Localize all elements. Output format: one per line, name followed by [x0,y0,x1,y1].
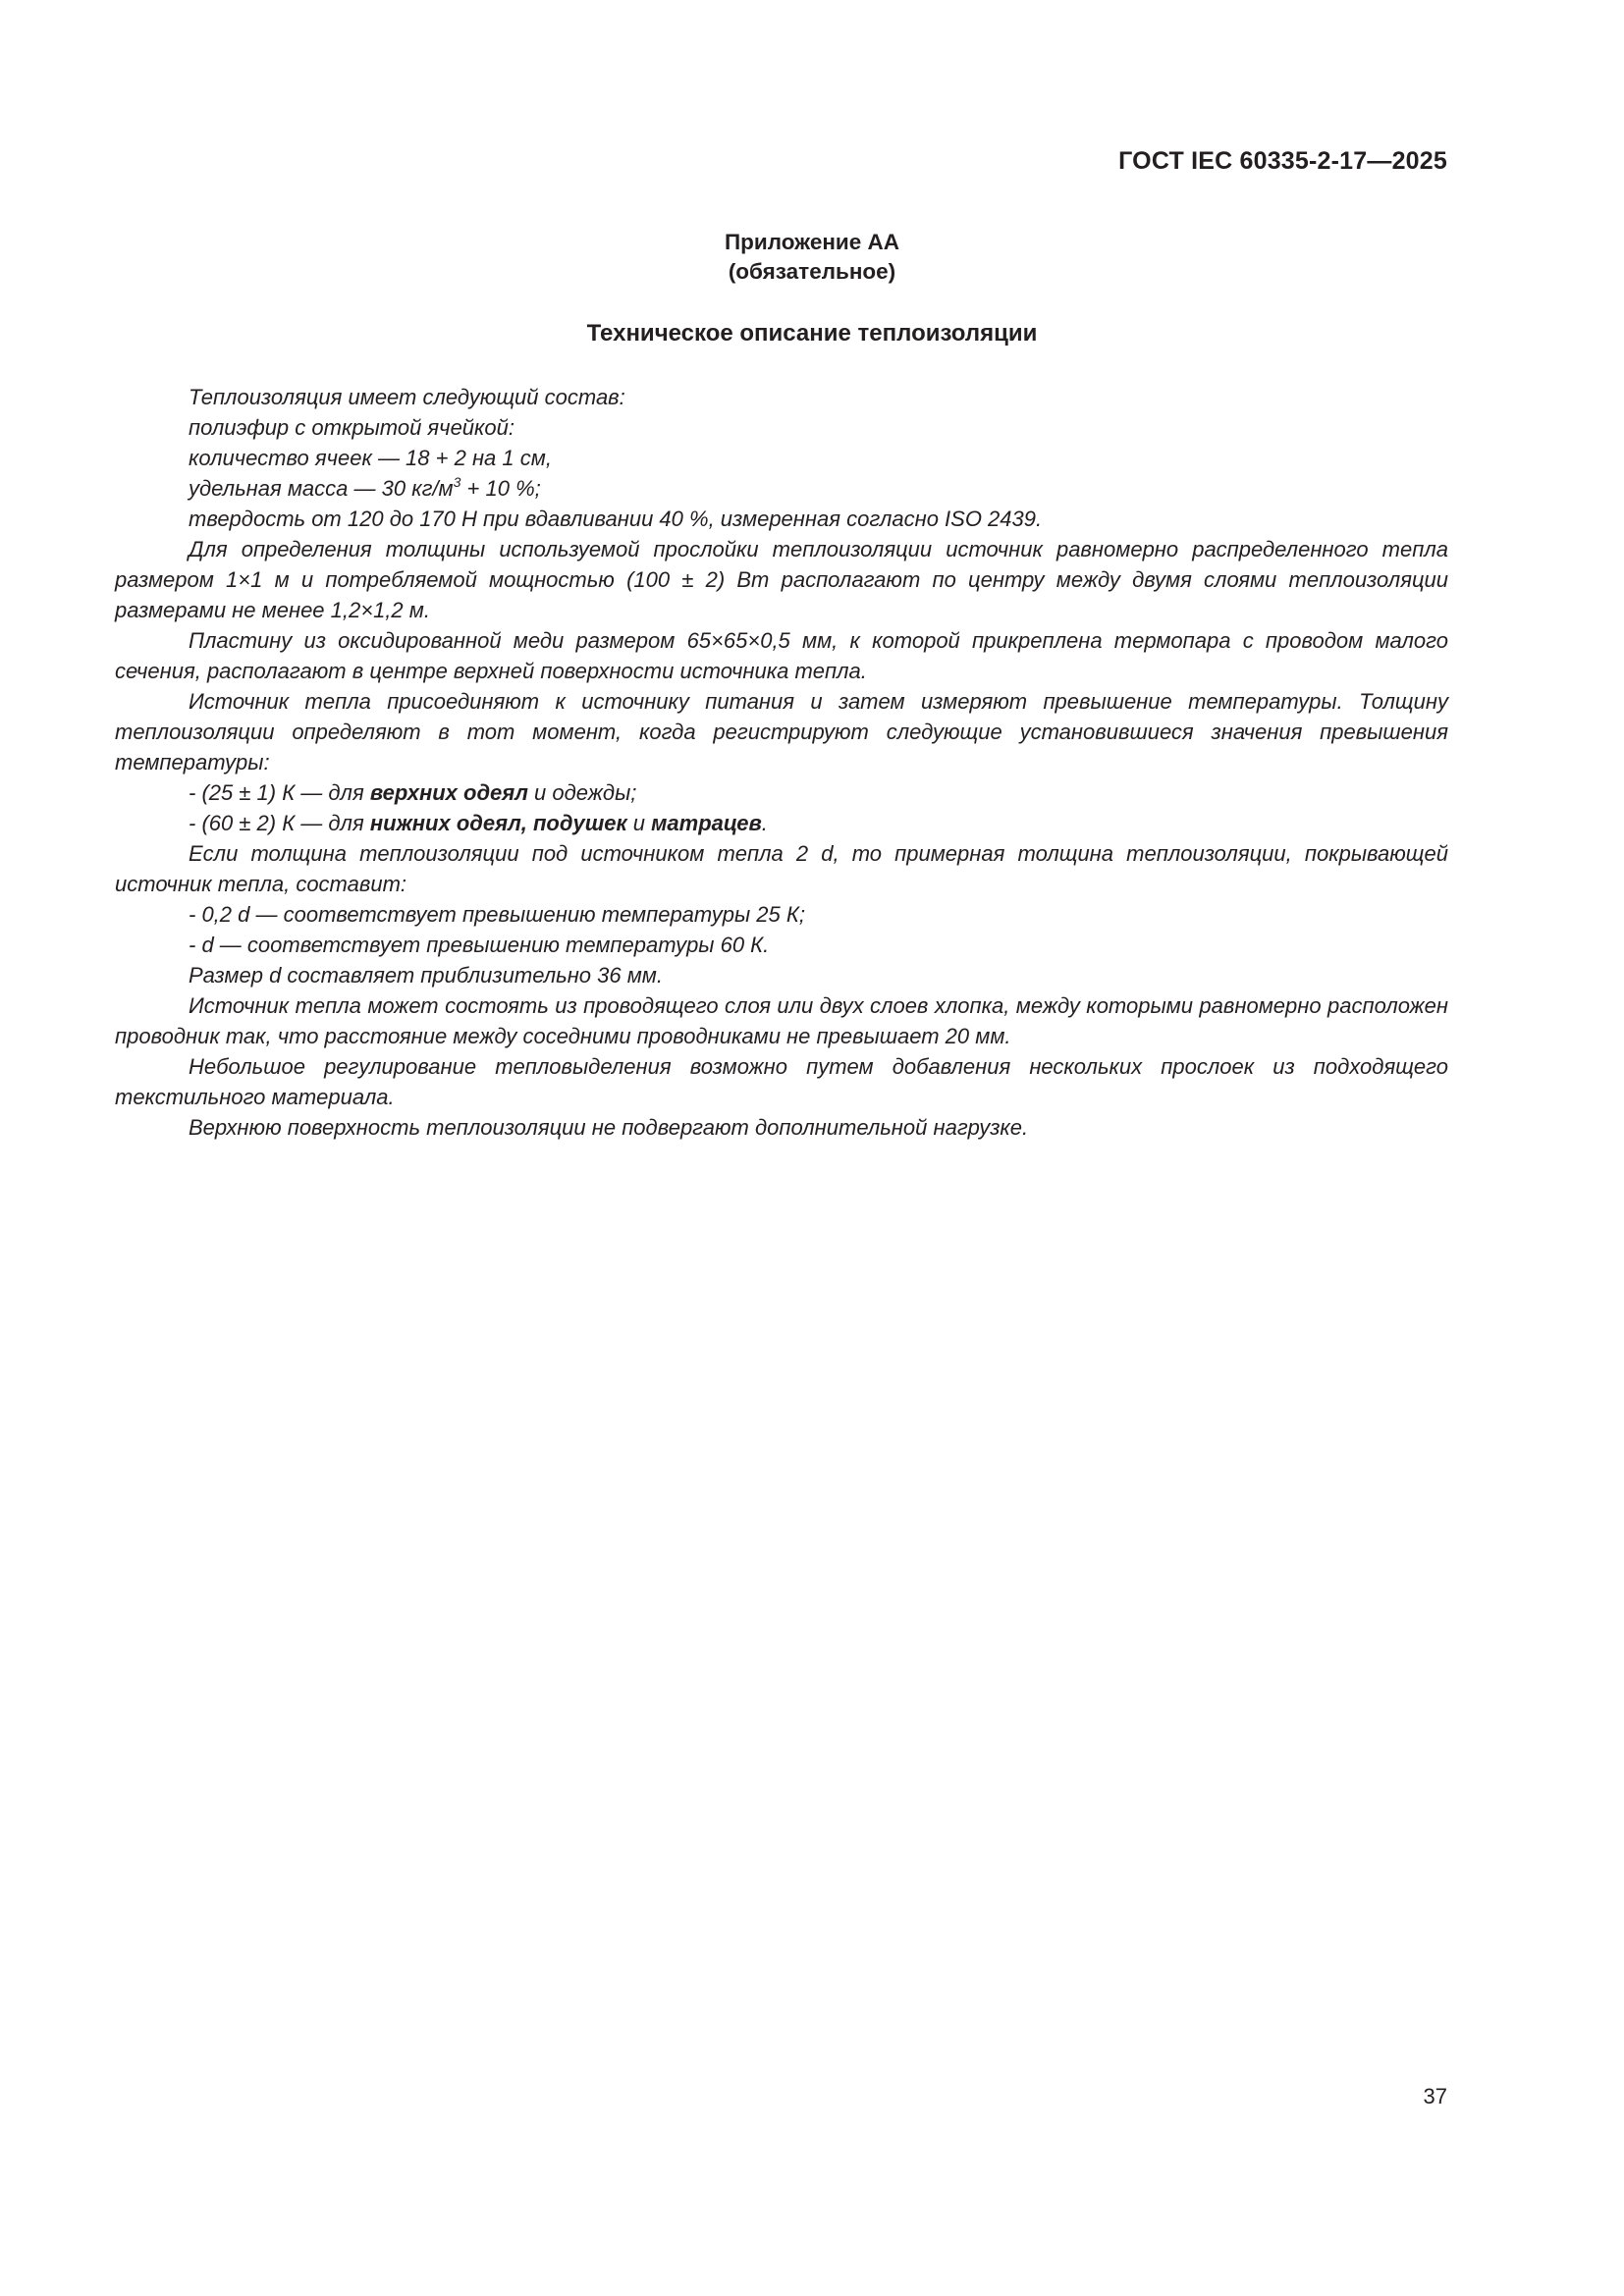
page-number: 37 [1423,2084,1447,2109]
list-item-text: и [626,811,652,835]
density-tolerance: + 10 %; [460,476,541,501]
list-item-text: - (60 ± 2) К — для [189,811,370,835]
list-item-text: . [761,811,768,835]
list-item-d-60: - d — соответствует превышению температуры 60 К. [189,933,770,957]
list-item-emphasis: матрацев [651,811,762,835]
paragraph-material: полиэфир с открытой ячейкой: [189,415,515,440]
paragraph-plate: Пластину из оксидированной меди размером 65×65×0,5 мм, к которой прикреплена термопара с проводом малого сечения, располагают в центре верхней поверхности источника тепла. [115,628,1448,683]
list-item-text: и одежды; [527,780,637,805]
paragraph-conductor: Источник тепла может состоять из проводящего слоя или двух слоев хлопка, между которыми равномерно расположен проводник так, что расстояние между соседними проводниками не превышает 20 мм. [115,993,1448,1048]
paragraph-if: Если толщина теплоизоляции под источником тепла 2 d, то примерная толщина теплоизоляции, покрывающей источник тепла, составит: [115,841,1448,896]
paragraph-hardness: твердость от 120 до 170 Н при вдавливании 40 %, измеренная согласно ISO 2439. [189,507,1043,531]
list-item-text: - (25 ± 1) К — для [189,780,370,805]
paragraph-regulation: Небольшое регулирование тепловыделения возможно путем добавления нескольких прослоек из подходящего текстильного материала. [115,1054,1448,1109]
annex-heading [0,228,1624,287]
annex-title: Приложение АА [724,230,900,254]
density-exponent: 3 [453,474,461,490]
section-title: Техническое описание теплоизоляции [586,320,1038,347]
paragraph-source: Источник тепла присоединяют к источнику питания и затем измеряют превышение температуры. Толщину теплоизоляции определяют в тот момент, когда регистрируют следующие установившиеся значения превышения температуры: [115,689,1448,774]
list-item-emphasis: нижних одеял, подушек [369,811,627,835]
paragraph-thickness: Для определения толщины используемой прослойки теплоизоляции источник равномерно распределенного тепла размером 1×1 м и потребляемой мощностью (100 ± 2) Вт располагают по центру между двумя слоями теплоизоляции размерами не менее 1,2×1,2 м. [115,537,1448,622]
paragraph-size: Размер d составляет приблизительно 36 мм. [189,963,664,988]
paragraph-surface: Верхнюю поверхность теплоизоляции не подвергают дополнительной нагрузке. [189,1115,1029,1140]
paragraph-density [115,473,1448,504]
list-item-temp-25 [115,777,1448,808]
list-item-emphasis: верхних одеял [369,780,528,805]
paragraph-cell-count: количество ячеек — 18 + 2 на 1 см, [189,446,552,470]
list-item-d-25: - 0,2 d — соответствует превышению температуры 25 К; [189,902,805,927]
density-text: удельная масса — 30 кг/м [189,476,454,501]
annex-status: (обязательное) [728,259,896,284]
list-item-temp-60 [115,808,1448,838]
body-text [115,382,1448,1143]
paragraph-composition-intro: Теплоизоляция имеет следующий состав: [189,385,625,409]
document-code: ГОСТ IEC 60335-2-17—2025 [1118,147,1447,175]
